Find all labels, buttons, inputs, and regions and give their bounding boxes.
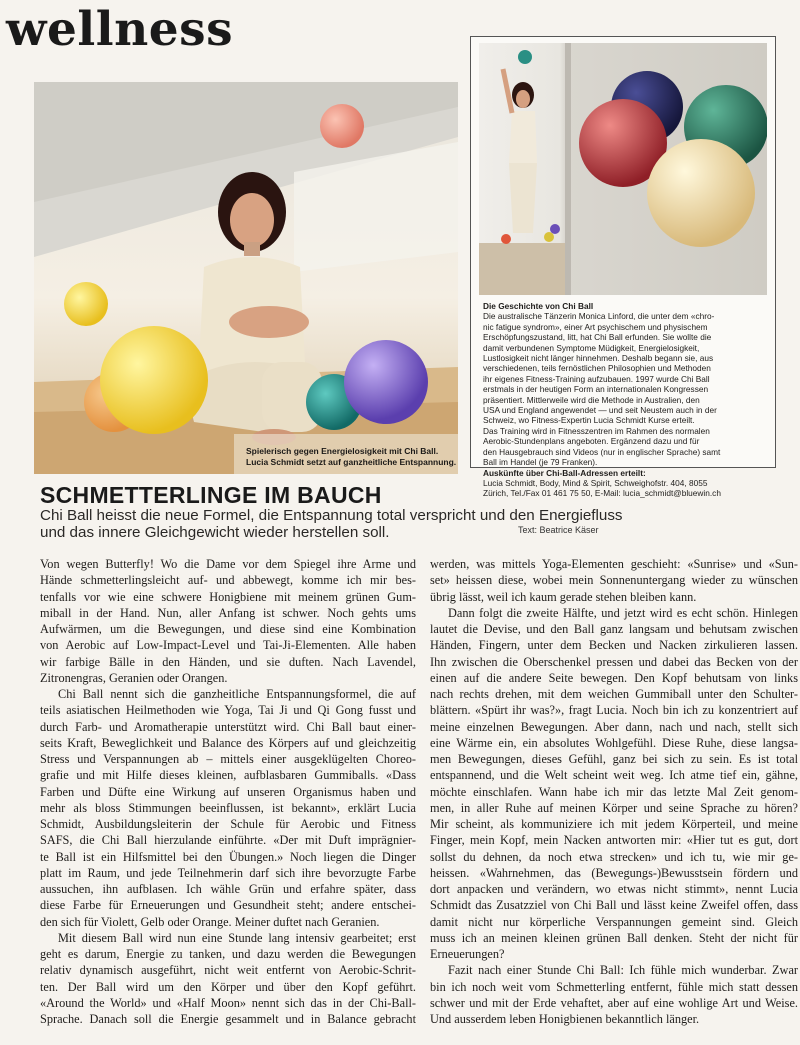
body-line: Zitronengras, Geranien oder Orangen.: [40, 670, 228, 685]
body-line: lautet die Devise, und den Ball ganz langsam und behutsam zwischen: [430, 622, 798, 636]
body-line: Schmidt das Zusatzziel von Chi Ball und lässt keine Zweifel offen, dass: [430, 898, 798, 913]
caption-line: Lucia Schmidt setzt auf ganzheitliche Entspannung.: [246, 457, 457, 467]
body-line: teils asiatischen Heilmethoden wie Yoga, Tai Ji und Qi Gong fusst und: [40, 703, 416, 718]
body-line: Dann folgt die zweite Hälfte, und jetzt wird es echt schön. Hinlegen: [448, 605, 798, 620]
body-column-right: [430, 556, 798, 1027]
sidebar-contact-line: Lucia Schmidt, Body, Mind & Spirit, Schweighofstr. 404, 8055: [483, 477, 708, 488]
body-line: möchte einschlafen. Wann habe ich mir das letzte Mal Zeit genom-: [430, 784, 798, 799]
section-header: wellness: [6, 2, 234, 57]
body-line: Farben und Düfte eine Wirkung auf unseren Organismus haben und: [40, 784, 416, 799]
sidebar-line: erstmals in der heutigen Form an internationalen Kongressen: [483, 384, 709, 395]
body-line: Von wegen Butterfly! Wo die Dame vor dem Spiegel ihre Arme und: [40, 557, 416, 571]
body-line: Finger, mein Kopf, mein Nacken antworten mir: «Hier tut es gut, dort: [430, 833, 798, 848]
sidebar-line: Aerobic-Stundenplans angeboten. Ergänzend dazu und für: [483, 436, 700, 447]
sidebar-line: nic fatigue syndrom», einer Art psychischem und physischem: [483, 321, 708, 332]
ball-yellow-small: [64, 282, 108, 326]
body-line: tenfalls vor wie eine schwere Honigbiene mit meinem grünen Gum-: [40, 589, 416, 604]
body-line: Ihn zwischen die Oberschenkel pressen und dabei das Becken von der: [430, 654, 798, 669]
body-line: werden, was mittels Yoga-Elementen geschieht: «Sunrise» und «Sun-: [430, 557, 798, 571]
body-line: blättern. «Spürt ihr was?», fragt Lucia. Noch bin ich zu konzentriert auf: [430, 703, 798, 718]
body-line: Chi Ball nennt sich die ganzheitliche Entspannungsformel, die auf: [58, 687, 416, 701]
ball-yellow-large: [100, 326, 208, 434]
body-line: wir farbige Bälle in den Händen, und sie duften. Nach Lavendel,: [40, 654, 416, 669]
ball-purple: [344, 340, 428, 424]
main-photo: [34, 82, 458, 474]
body-line: damit nicht nur körperliche Verspannungen gemeint sind. Gleich: [430, 914, 798, 929]
body-line: übrig lässt, weil ich kaum gerade stehen bleiben kann.: [430, 589, 697, 604]
body-line: dort anpacken und verändern, wo etwas nicht stimmt», nennt Lucia: [430, 882, 798, 896]
body-line: «Around the World» und «Half Moon» nennt sich das in der Chi-Ball-: [40, 995, 416, 1010]
body-line: Mit diesem Ball wird nun eine Stunde lang intensiv gearbeitet; erst: [58, 930, 416, 945]
body-line: mehr als bloss Stimmungen beeinflussen, ist bekannt», erklärt Lucia: [40, 800, 416, 815]
body-line: muss ich an meinen kleinen grünen Ball denken. Steht der nicht für: [430, 930, 798, 945]
body-line: platt im Raum, und jede Teilnehmerin darf sich ihre bevorzugte Farbe: [40, 865, 416, 880]
body-line: Stress und Verspannungen ab – mittels einer ausgeklügelten Choreo-: [40, 752, 416, 766]
body-line: Mir scheint, als kommuniziere ich mit jedem Körperteil, und meine: [430, 817, 798, 831]
body-line: Aufwärmen, um die Bewegungen, und diese sind eine Kombination: [40, 622, 416, 636]
sidebar-contact-heading: Auskünfte über Chi-Ball-Adressen erteilt:: [483, 467, 646, 478]
body-line: Hände schmetterlingsleicht auf- und abbewegt, komme ich mir bes-: [40, 573, 416, 588]
body-line: den sich für Violett, Gelb oder Orange. Meiner duftet nach Geranien.: [40, 914, 380, 929]
body-line: te Ball ist ein Hilfsmittel bei den Übungen.» Noch liegen die Dinger: [40, 849, 416, 864]
sidebar-line: damit verbundenen Symptome Müdigkeit, Energielosigkeit,: [483, 342, 700, 353]
body-line: nach rechts drehen, mit dem weichen Gummiball unter den Schulter-: [430, 687, 798, 701]
article-headline: SCHMETTERLINGE IM BAUCH: [40, 482, 382, 508]
body-line: Sprache. Danach soll die Energie gesammelt und in Balance gebracht: [40, 1012, 416, 1026]
body-line: aussuchen, ihn aufblasen. Ich wähle Grün und erfahre später, dass: [40, 882, 416, 896]
body-line: Schmidt, Ausbildungsleiterin der Schule für Aerobic und Fitness: [40, 817, 416, 831]
body-line: men Bewegungen, dieses Gefühl, ganz bei sich zu sein. Es ist total: [430, 752, 798, 766]
body-line: set» heissen diese, wobei mein Sonnenuntergang wieder zu wünschen: [430, 573, 798, 588]
body-line: diese Farbe für Erneuerungen und Gesundheit steht; andere entschei-: [40, 898, 416, 913]
sidebar-photo: [479, 43, 767, 295]
body-line: heissen. «Wahrnehmen, das (Bewegungs-)Bewusstsein fördern und: [430, 865, 798, 880]
body-line: schwer und mit der Erde vehaftet, aber auf eine wohlige Art und Weise.: [430, 995, 798, 1010]
sidebar-text: [483, 301, 771, 499]
sidebar-line: ihr eigenes Fitness-Training aufzubauen. 1997 wurde Chi Ball: [483, 373, 710, 384]
body-line: entspannend, und die Welt scheint weit weg. Ich atme tief ein, gähne,: [430, 768, 798, 783]
sidebar-line: Lustlosigkeit nicht länger hinnehmen. Deshalb begann sie, aus: [483, 353, 714, 364]
body-line: ten. Der Ball wird um den Körper und über den Kopf geführt.: [40, 979, 416, 994]
sidebar-contact-line: Zürich, Tel./Fax 01 461 75 50, E-Mail: lucia_schmidt@bluewin.ch: [483, 488, 721, 499]
body-line: Fazit nach einer Stunde Chi Ball: Ich fühle mich wunderbar. Zwar: [448, 963, 798, 978]
body-line: durch Farb- und Aromatherapie unterstützt wird. Chi Ball baut einer-: [40, 719, 416, 734]
sidebar-line: verschiedenen, teils fernöstlichen Philosophien und Methoden: [483, 363, 711, 374]
body-line: miball in der Hand. Nun, aller Anfang ist schwer. Noch gehts ums: [40, 605, 416, 620]
body-line: seits Kraft, Beweglichkeit und Balance des Körpers auf und gleichzeitig: [40, 735, 416, 750]
body-line: eine Wärme ein, ein absolutes Wohlgefühl. Diese Ruhe, diese langsa-: [430, 735, 798, 750]
sidebar-line: präsentiert. Mittlerweile wird die Methode in Australien, den: [483, 394, 700, 405]
body-line: von Aerobic auf Low-Impact-Level und Tai-Ji-Elementen. Alle haben: [40, 638, 416, 653]
body-line: bin ich noch weit vom Schmetterling entfernt, fühle mich statt dessen: [430, 979, 798, 994]
body-line: geht es darum, Energie zu tanken, und dazu werden die Bewegungen: [40, 947, 416, 961]
body-column-left: [40, 556, 416, 1027]
ball-cream: [647, 139, 755, 247]
sidebar-line: Schweiz, wo Fitness-Expertin Lucia Schmidt Kurse erteilt.: [483, 415, 695, 426]
main-photo-caption: [246, 446, 458, 468]
sidebar-line: Die australische Tänzerin Monica Linford, die unter dem «chro-: [483, 311, 715, 322]
article-subhead: Chi Ball heisst die neue Formel, die Entspannung total verspricht und den Energiefluss und das innere Gleichgewicht wieder herstellen soll.: [40, 507, 623, 541]
sidebar-line: den Hausgebrauch sind Videos (nur in englischer Sprache) samt: [483, 446, 721, 457]
sidebar-line: Das Training wird in Fitnesszentren im Rahmen des normalen: [483, 425, 710, 436]
body-line: einen auf die andere Seite bewegen. Den Kopf behutsam von links: [430, 670, 798, 685]
standing-woman: [503, 69, 537, 233]
sidebar-line: Erschöpfungszustand, litt, hat Chi Ball erfunden. Sie wollte die: [483, 332, 712, 343]
sidebar-heading: Die Geschichte von Chi Ball: [483, 301, 594, 311]
body-line: Und ausserdem leben Honigbienen bekanntlich länger.: [430, 1012, 700, 1026]
ball-pink: [320, 104, 364, 148]
body-line: Händen, Fingern, unter dem Becken und Nacken zirkulieren lassen.: [430, 638, 798, 653]
body-line: grafie und mit Hilfe dieses kleinen, aufblasbaren Gummiballs. «Dass: [40, 768, 416, 783]
body-line: meine einzelnen Bewegungen. Aber dann, nach und nach, stellt sich: [430, 719, 798, 734]
body-line: sollst du dehnen, da noch etwa strecken» und ich tu, wie mir ge-: [430, 849, 798, 864]
body-line: men, in aller Ruhe auf meinen Körper und seine Sprache zu hören?: [430, 800, 798, 815]
ball-teal-raised: [518, 50, 532, 64]
body-line: relativ dynamisch ausgeführt, nicht weit entfernt von Aerobic-Schrit-: [40, 963, 416, 978]
body-line: SAFS, die Chi Ball hierzulande einführte. «Der mit Duft imprägnier-: [40, 833, 416, 848]
body-line: Erneuerungen?: [430, 947, 505, 961]
sidebar-line: Ball im Handel (je 79 Franken).: [483, 457, 598, 468]
sidebar-line: USA und England angewendet — und seit Neustem auch in der: [483, 405, 717, 416]
author-credit: Text: Beatrice Käser: [518, 525, 599, 535]
sidebar-box: [470, 36, 776, 499]
caption-line: Spielerisch gegen Energielosigkeit mit Chi Ball.: [246, 446, 439, 456]
